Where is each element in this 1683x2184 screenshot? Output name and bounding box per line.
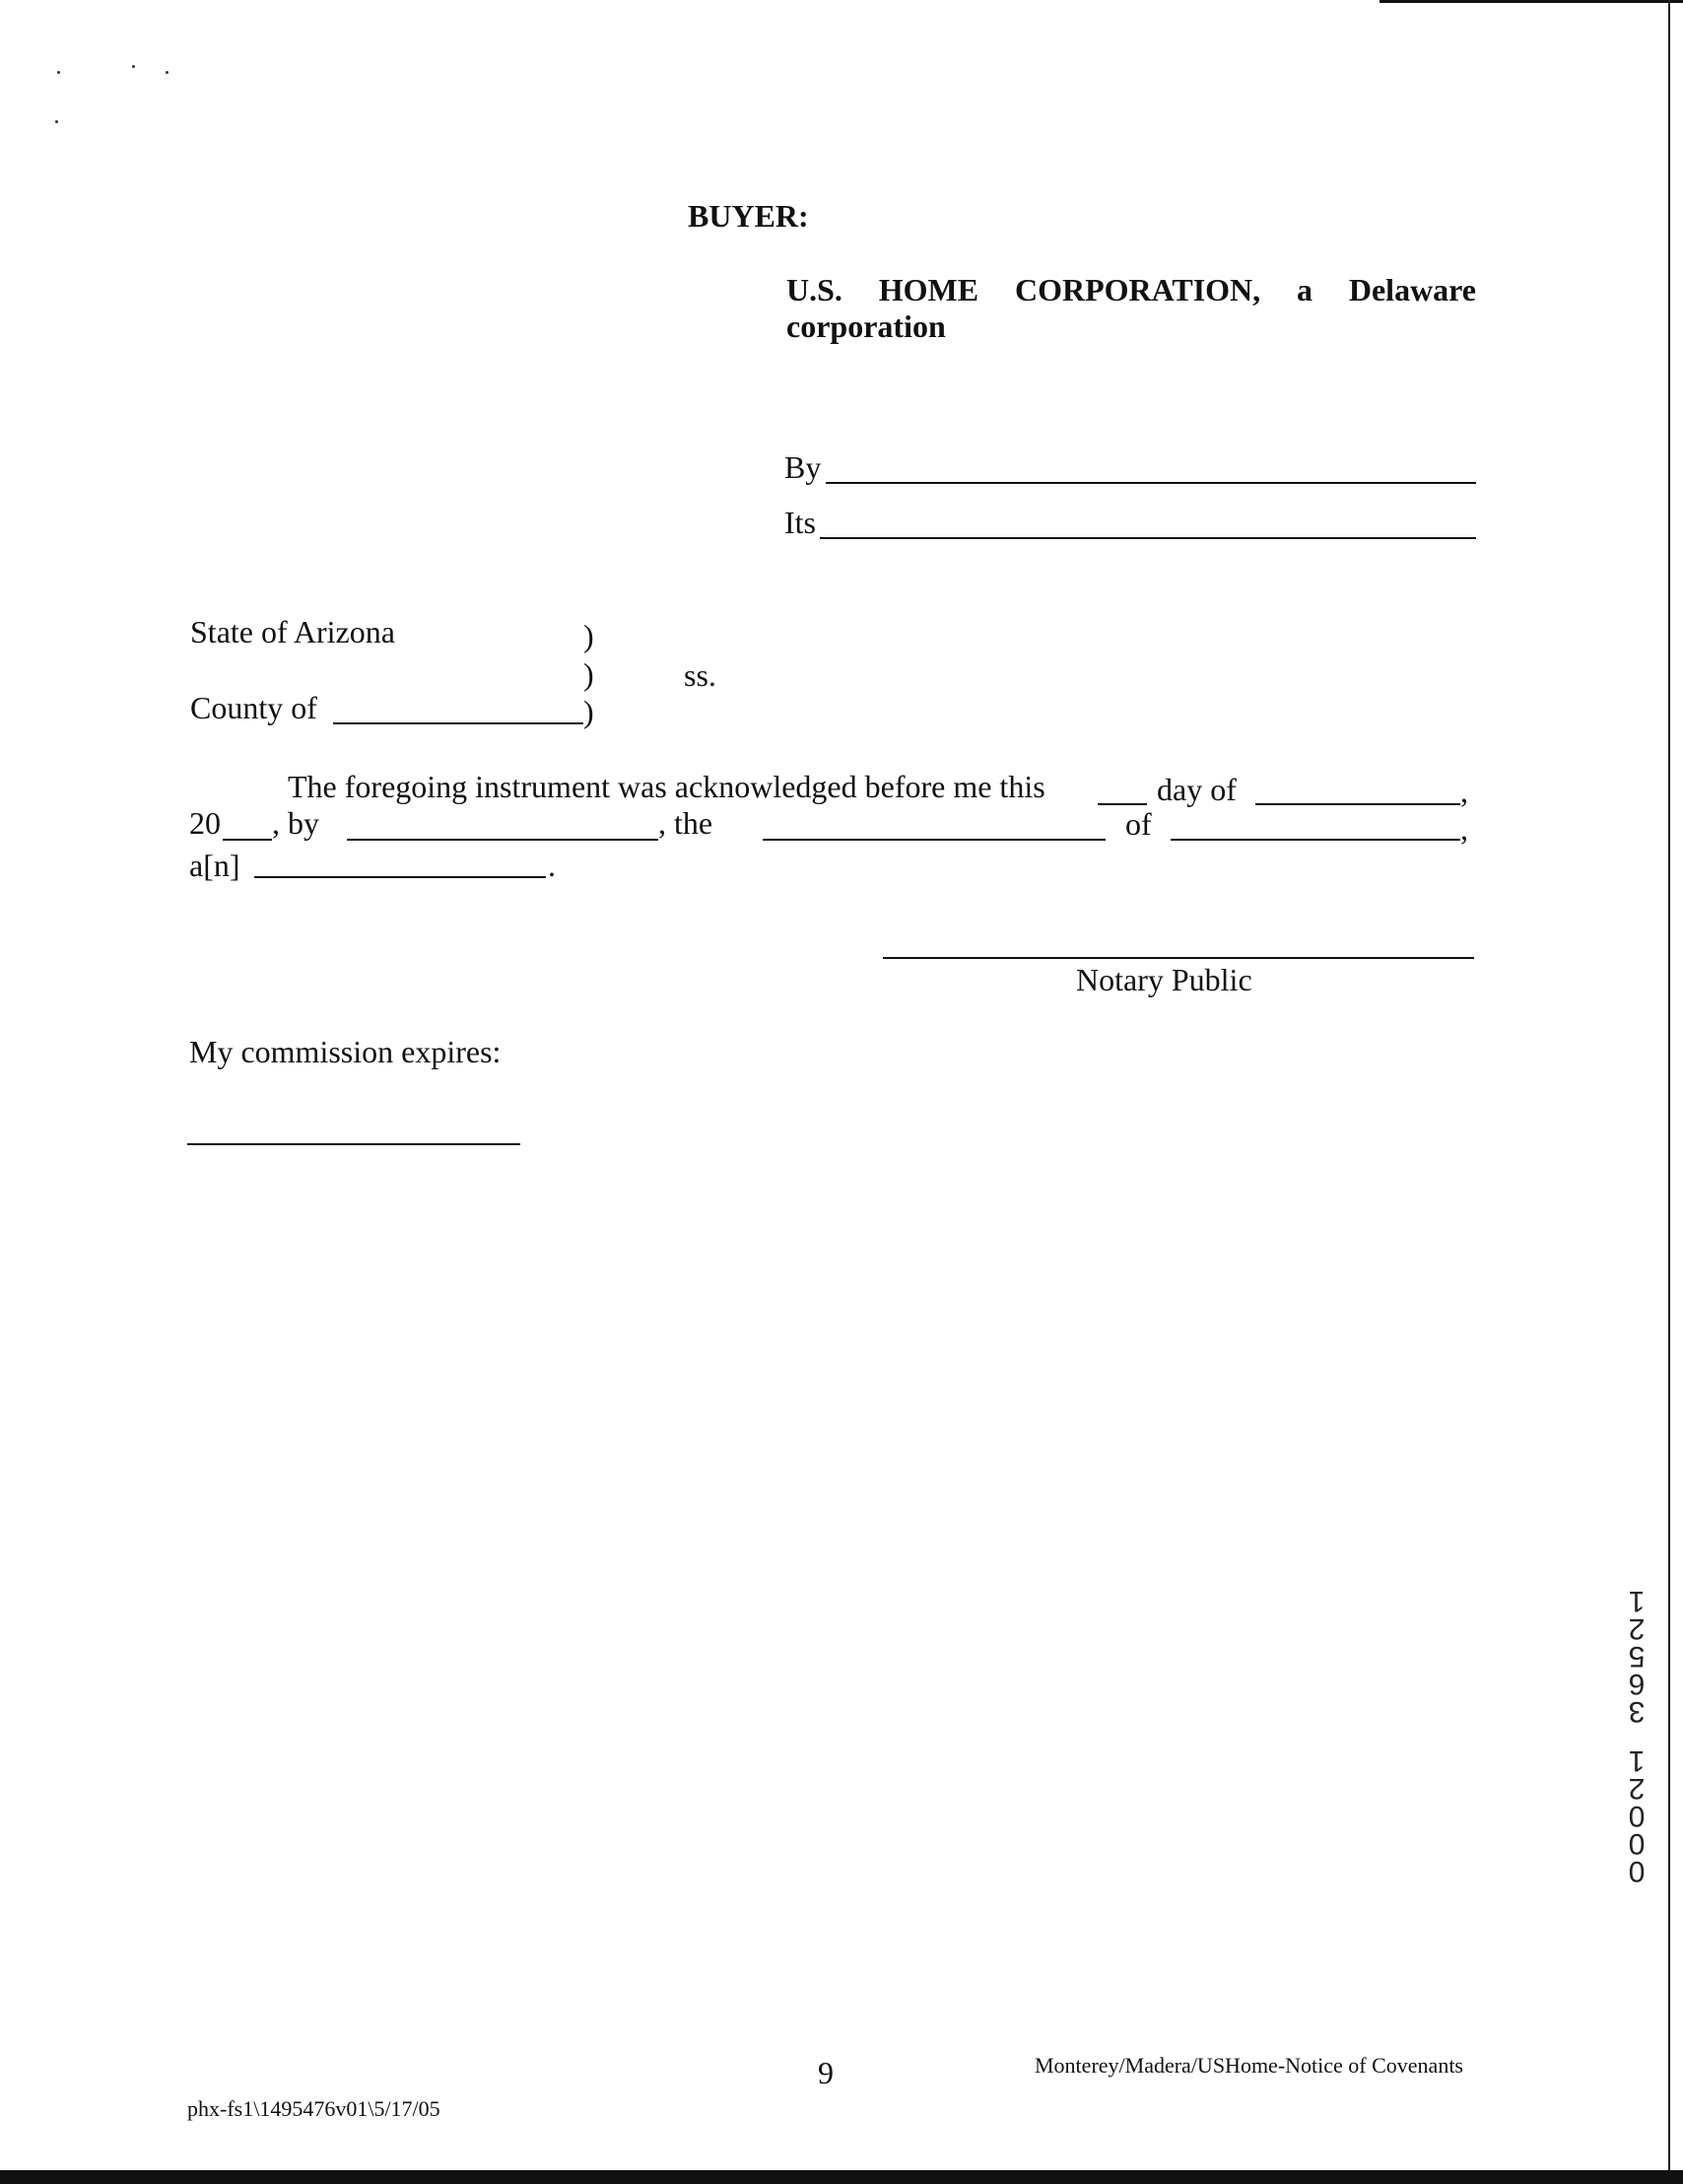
its-title-line[interactable] (820, 537, 1476, 539)
company-name-line1: U.S. HOME CORPORATION, a Delaware (786, 272, 1476, 307)
entity-type-blank[interactable] (254, 876, 546, 878)
acknowledgment-text: The foregoing instrument was acknowledged before me this (288, 769, 1045, 804)
scan-border-top (1380, 0, 1683, 3)
period: . (548, 848, 556, 883)
venue-paren: ) (583, 656, 594, 692)
title-blank[interactable] (763, 839, 1106, 841)
entity-blank[interactable] (1171, 839, 1460, 841)
stamp-digit: 1 (1628, 1585, 1646, 1617)
of-text: of (1125, 806, 1152, 842)
county-label: County of (190, 690, 317, 725)
stamp-gap (1607, 1725, 1666, 1746)
a-n-text: a[n] (189, 848, 240, 883)
stamp-digit: 1 (1628, 1744, 1646, 1777)
notary-public-label: Notary Public (1076, 962, 1252, 997)
stamp-digit: 0 (1628, 1800, 1646, 1832)
commission-date-line[interactable] (187, 1143, 520, 1145)
footer-document-id: phx-fs1\1495476v01\5/17/05 (187, 2096, 440, 2121)
the-text: , the (658, 805, 713, 841)
venue-paren: ) (583, 694, 594, 729)
page-number: 9 (818, 2055, 834, 2090)
year-blank[interactable] (223, 839, 272, 841)
notary-signature-line[interactable] (883, 957, 1474, 959)
month-blank[interactable] (1255, 803, 1460, 805)
state-label: State of Arizona (190, 614, 395, 649)
scan-speck (166, 71, 168, 74)
company-name-line2: corporation (786, 308, 946, 344)
scan-speck (55, 120, 58, 123)
scan-speck (57, 71, 60, 74)
stamp-digit: 3 (1628, 1695, 1646, 1728)
stamp-digit: 6 (1628, 1668, 1646, 1700)
stamp-digit: 2 (1628, 1612, 1646, 1645)
stamp-digit: 2 (1628, 1772, 1646, 1805)
by-signature-line[interactable] (826, 482, 1476, 484)
buyer-label: BUYER: (688, 198, 809, 234)
comma: , (1460, 811, 1468, 847)
scan-border-bottom (0, 2170, 1683, 2184)
stamp-digit: 0 (1628, 1827, 1646, 1860)
its-label: Its (784, 505, 816, 540)
year-prefix: 20 (189, 805, 221, 841)
day-of-label: day of (1157, 772, 1237, 807)
scan-speck (132, 65, 135, 68)
person-name-blank[interactable] (347, 839, 658, 841)
venue-paren: ) (583, 618, 594, 653)
bates-stamp (1607, 1585, 1666, 1887)
footer-document-title: Monterey/Madera/USHome-Notice of Covenants (1035, 2053, 1463, 2078)
ss-label: ss. (684, 657, 716, 693)
county-blank[interactable] (333, 722, 583, 724)
stamp-digit: 5 (1628, 1640, 1646, 1672)
scan-border-right (1668, 0, 1670, 2184)
commission-label: My commission expires: (189, 1034, 502, 1069)
comma: , (1460, 774, 1468, 809)
stamp-digit: 0 (1628, 1855, 1646, 1887)
by-label: By (784, 449, 822, 485)
by-text: , by (272, 805, 319, 841)
